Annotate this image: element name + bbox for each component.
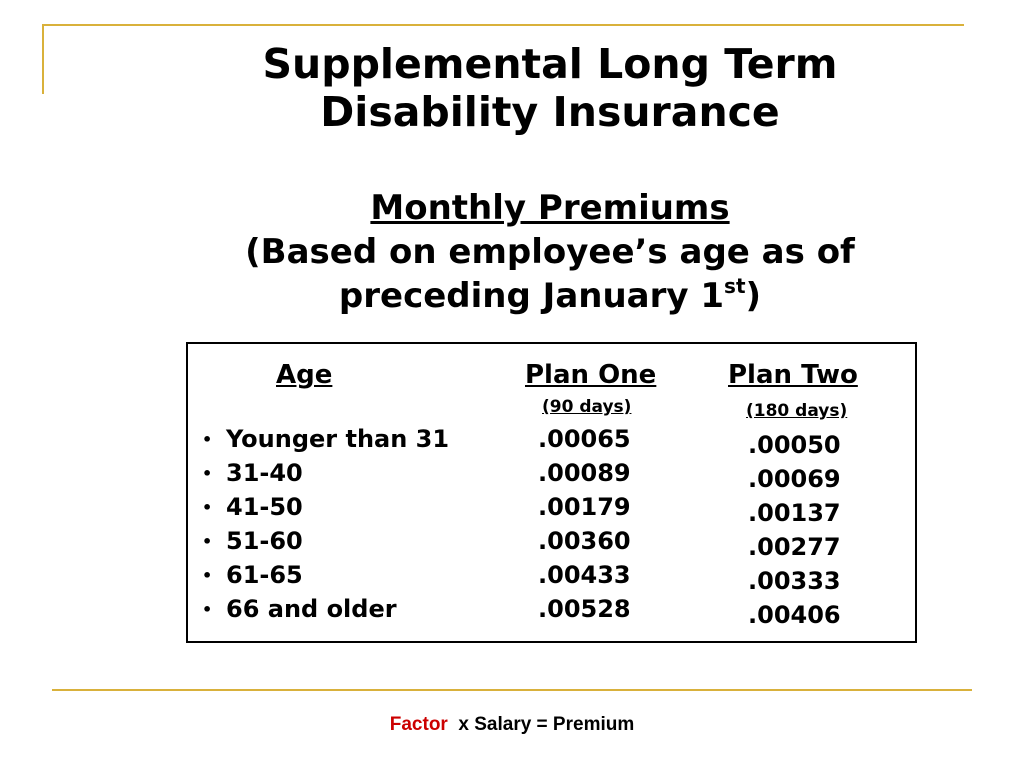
plan-one-value: .00433 (538, 561, 631, 589)
bullet-icon: • (202, 600, 213, 619)
list-item (202, 524, 449, 558)
plan-one-value: .00179 (538, 493, 631, 521)
slide-title (160, 40, 940, 136)
bullet-icon: • (202, 566, 213, 585)
formula-rest: x Salary = Premium (458, 714, 635, 735)
plan-one-value: .00360 (538, 527, 631, 555)
decorative-bottom-line (52, 689, 972, 691)
age-label: 31-40 (226, 459, 303, 487)
bullet-icon: • (202, 430, 213, 449)
title-line-2: Disability Insurance (320, 88, 780, 136)
age-list (202, 422, 449, 626)
plan-one-value: .00089 (538, 459, 631, 487)
formula-factor: Factor (389, 714, 448, 735)
plan-two-value: .00333 (748, 567, 841, 595)
plan-two-subheader: (180 days) (746, 401, 848, 421)
plan-two-value: .00277 (748, 533, 841, 561)
premium-table (186, 342, 917, 643)
decorative-top-line (42, 24, 964, 26)
plan-two-value: .00050 (748, 431, 841, 459)
age-header: Age (276, 360, 333, 390)
subtitle-note-close: ) (745, 276, 762, 316)
plan-one-value: .00065 (538, 425, 631, 453)
plan-one-header: Plan One (525, 360, 657, 390)
list-item (202, 490, 449, 524)
plan-two-header: Plan Two (728, 360, 858, 390)
plan-two-value: .00406 (748, 601, 841, 629)
subtitle-note-sup: st (724, 274, 746, 298)
age-label: Younger than 31 (226, 425, 450, 453)
list-item (202, 558, 449, 592)
list-item (202, 456, 449, 490)
bullet-icon: • (202, 498, 213, 517)
decorative-left-line (42, 24, 44, 94)
premium-formula (0, 714, 1024, 736)
plan-one-value: .00528 (538, 595, 631, 623)
age-label: 66 and older (226, 595, 397, 623)
plan-one-subheader: (90 days) (542, 397, 632, 417)
slide-subtitle (150, 186, 950, 318)
age-label: 61-65 (226, 561, 303, 589)
bullet-icon: • (202, 464, 213, 483)
plan-one-column (538, 422, 631, 626)
plan-two-value: .00137 (748, 499, 841, 527)
plan-two-value: .00069 (748, 465, 841, 493)
bullet-icon: • (202, 532, 213, 551)
age-label: 41-50 (226, 493, 303, 521)
subtitle-note-text: (Based on employee’s age as of preceding January 1 (245, 232, 855, 316)
subtitle-main: Monthly Premiums (370, 188, 730, 228)
age-label: 51-60 (226, 527, 303, 555)
list-item (202, 592, 449, 626)
list-item (202, 422, 449, 456)
title-line-1: Supplemental Long Term (262, 40, 838, 88)
subtitle-note (190, 230, 910, 318)
plan-two-column (748, 428, 841, 632)
